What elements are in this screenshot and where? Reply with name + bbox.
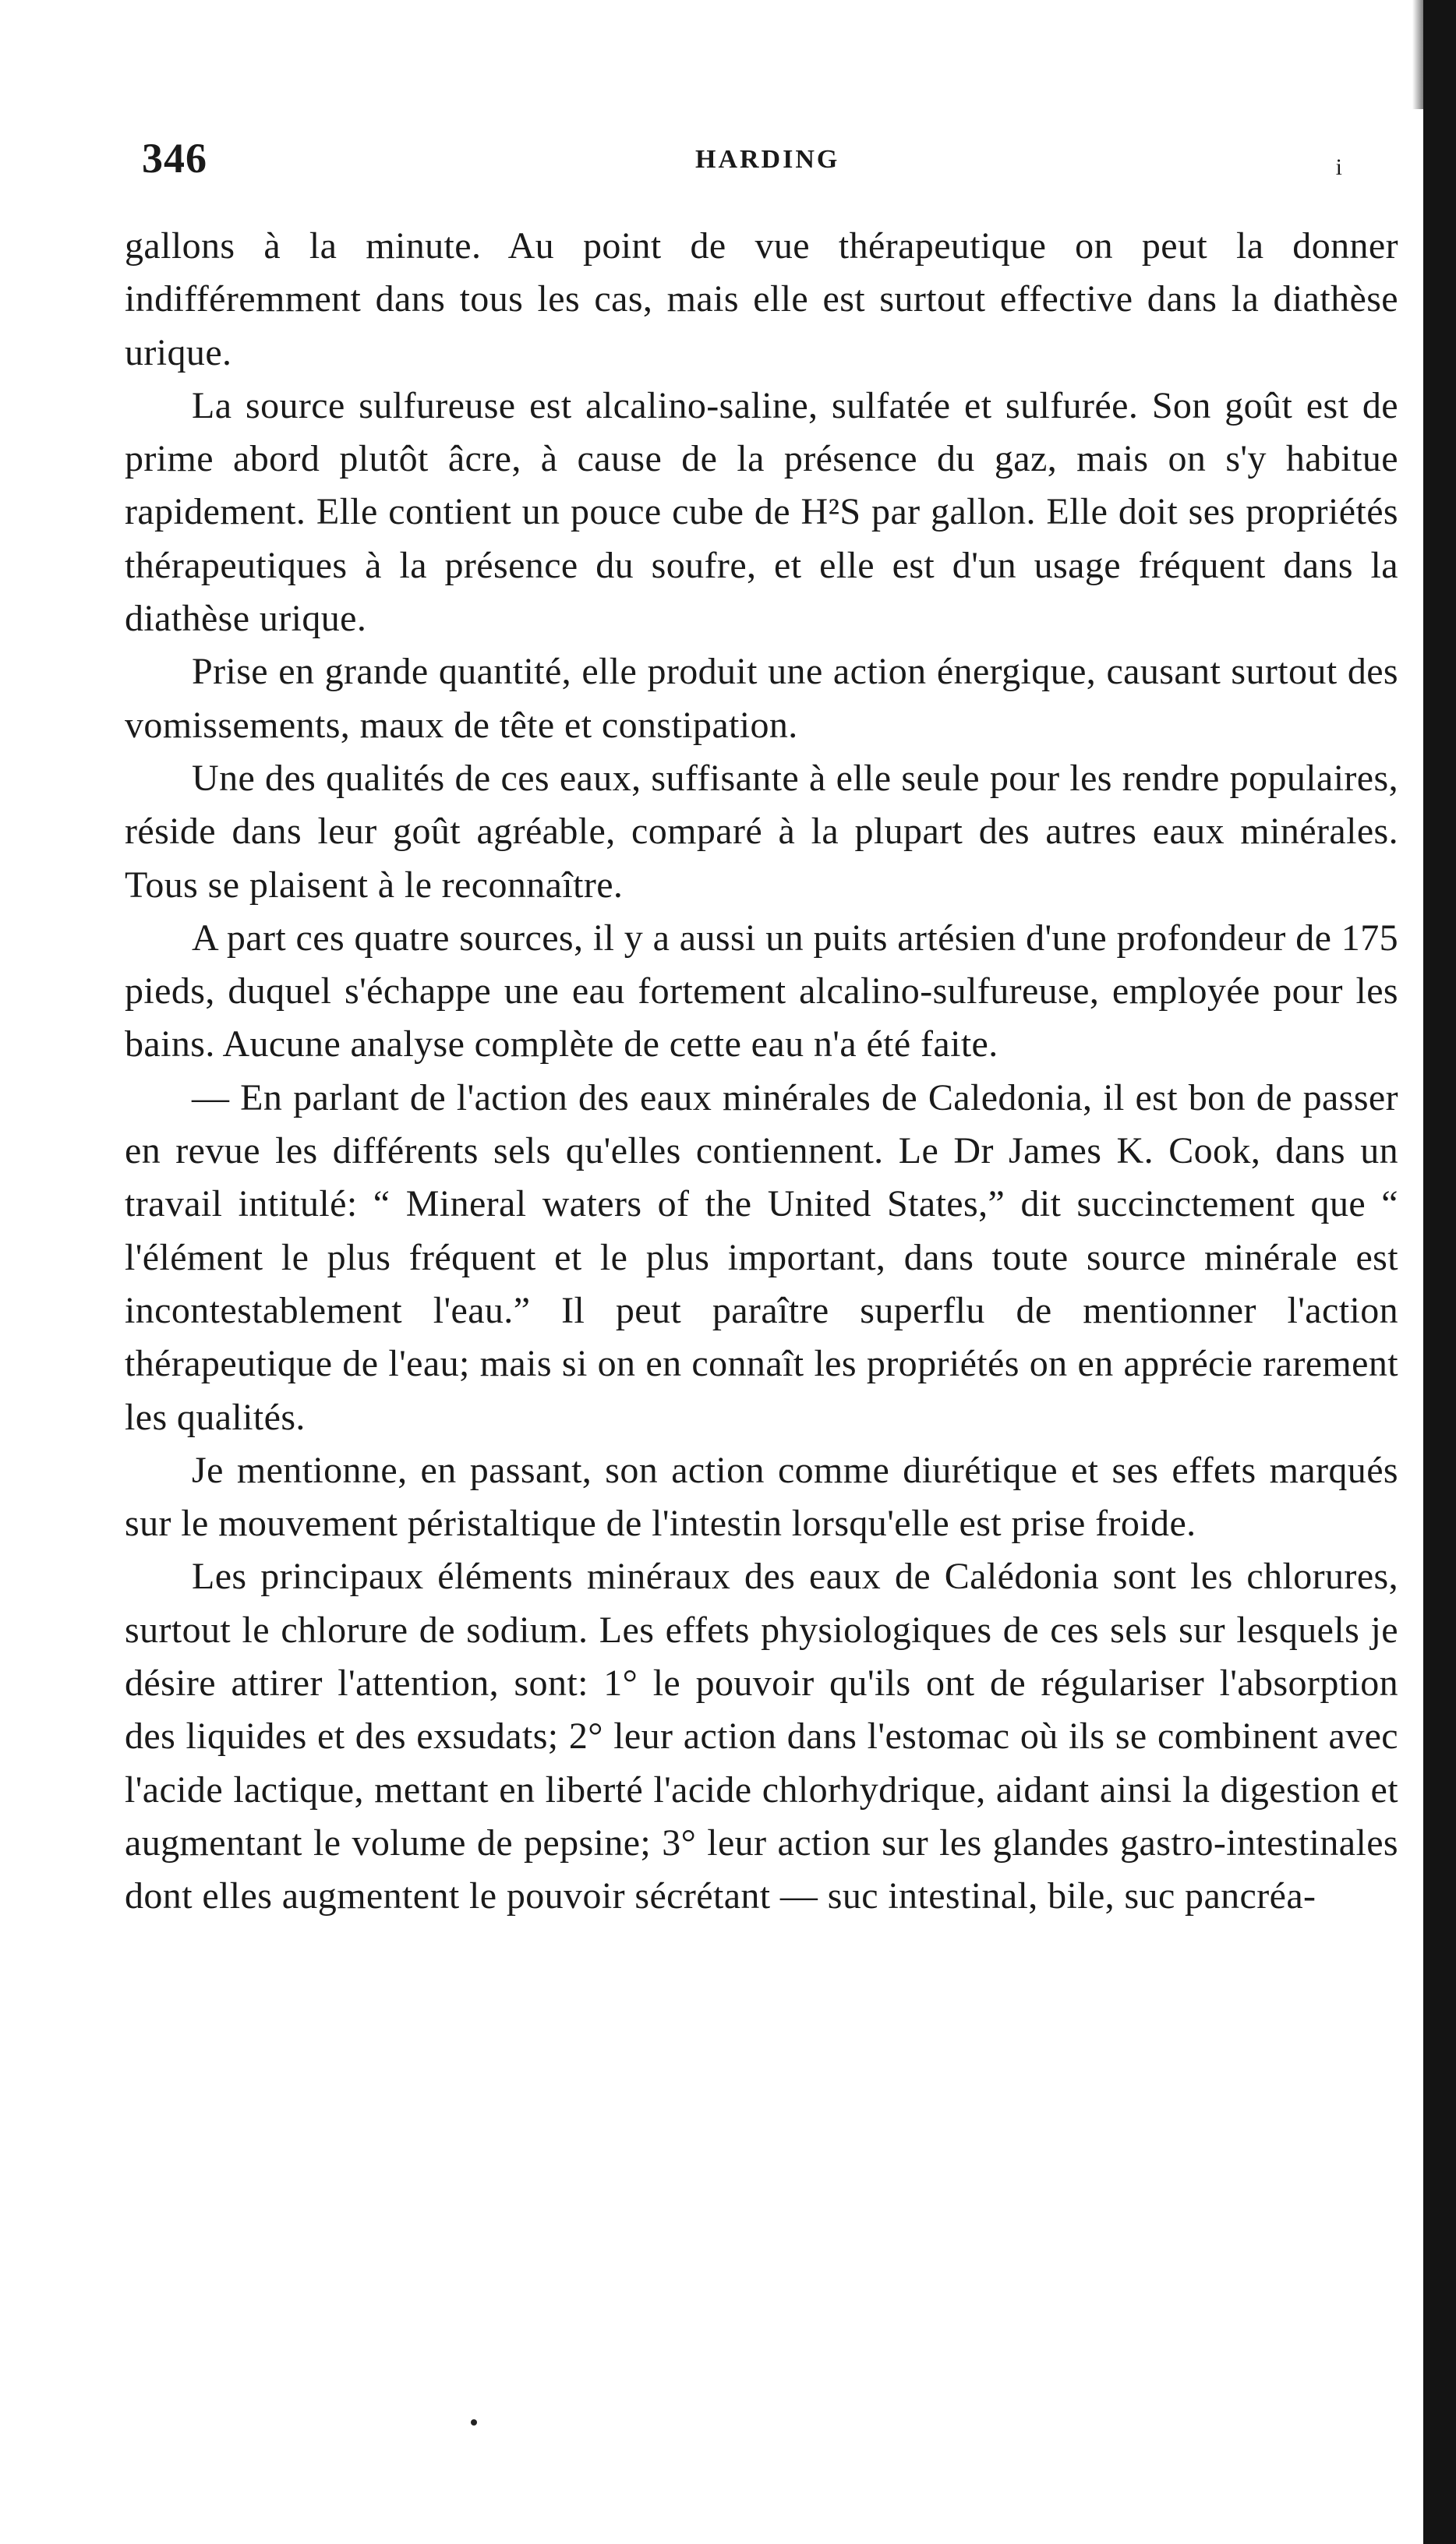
paragraph-elements-mineraux: Les principaux éléments minéraux des eaux de Calédonia sont les chlorures, surtout le chlorure de sodium. Les effets physiologiques de ces sels sur lesquels je désire attirer l'attention, sont: 1° le pouvoir qu'ils ont de régulariser l'absorption des liquides et des exsudats; 2° leur action dans l'estomac où ils se combinent avec l'acide lactique, mettant en liberté l'acide chlorhydrique, aidant ainsi la digestion et augmentant le volume de pepsine; 3° leur action sur les glandes gastro-intestinales dont elles augmentent le pouvoir sécrétant — suc intestinal, bile, suc pancréa- (125, 1556, 1398, 1917)
body-text (125, 220, 1398, 1924)
header-mark: i (1335, 154, 1342, 180)
paragraph-prise: Prise en grande quantité, elle produit une action énergique, causant surtout des vomissements, maux de tête et constipation. (125, 651, 1398, 746)
scan-edge-shadow (1423, 0, 1456, 2544)
scan-speck (471, 2419, 477, 2426)
paragraph-source-sulfureuse: La source sulfureuse est alcalino-saline, sulfatée et sulfurée. Son goût est de prime abord plutôt âcre, à cause de la présence du gaz, mais on s'y habitue rapidement. Elle contient un pouce cube de H²S par gallon. Elle doit ses propriétés thérapeutiques à la présence du soufre, et elle est d'un usage fréquent dans la diathèse urique. (125, 384, 1398, 640)
paragraph-diuretique: Je mentionne, en passant, son action comme diurétique et ses effets marqués sur le mouvement péristaltique de l'intestin lorsqu'elle est prise froide. (125, 1449, 1398, 1545)
running-head: HARDING (695, 145, 840, 174)
page-number: 346 (142, 135, 207, 182)
paragraph-continuation: gallons à la minute. Au point de vue thérapeutique on peut la donner indifféremment dans tous les cas, mais elle est surtout effective dans la diathèse urique. (125, 225, 1398, 373)
paragraph-qualites: Une des qualités de ces eaux, suffisante à elle seule pour les rendre populaires, réside dans leur goût agréable, comparé à la plupart des autres eaux minérales. Tous se plaisent à le reconnaître. (125, 757, 1398, 906)
page-header (134, 134, 1389, 189)
paragraph-action-eaux: — En parlant de l'action des eaux minérales de Caledonia, il est bon de passer en revue les différents sels qu'elles contiennent. Le Dr James K. Cook, dans un travail intitulé: “ Mineral waters of the United States,” dit succinctement que “ l'élément le plus fréquent et le plus important, dans toute source minérale est incontestablement l'eau.” Il peut paraître superflu de mentionner l'action thérapeutique de l'eau; mais si on en connaît les propriétés on en apprécie rarement les qualités. (125, 1076, 1398, 1438)
scan-edge-gradient (1412, 0, 1423, 109)
paragraph-puits-artesien: A part ces quatre sources, il y a aussi un puits artésien d'une profondeur de 175 pieds, duquel s'échappe une eau fortement alcalino-sulfureuse, employée pour les bains. Aucune analyse complète de cette eau n'a été faite. (125, 917, 1398, 1065)
